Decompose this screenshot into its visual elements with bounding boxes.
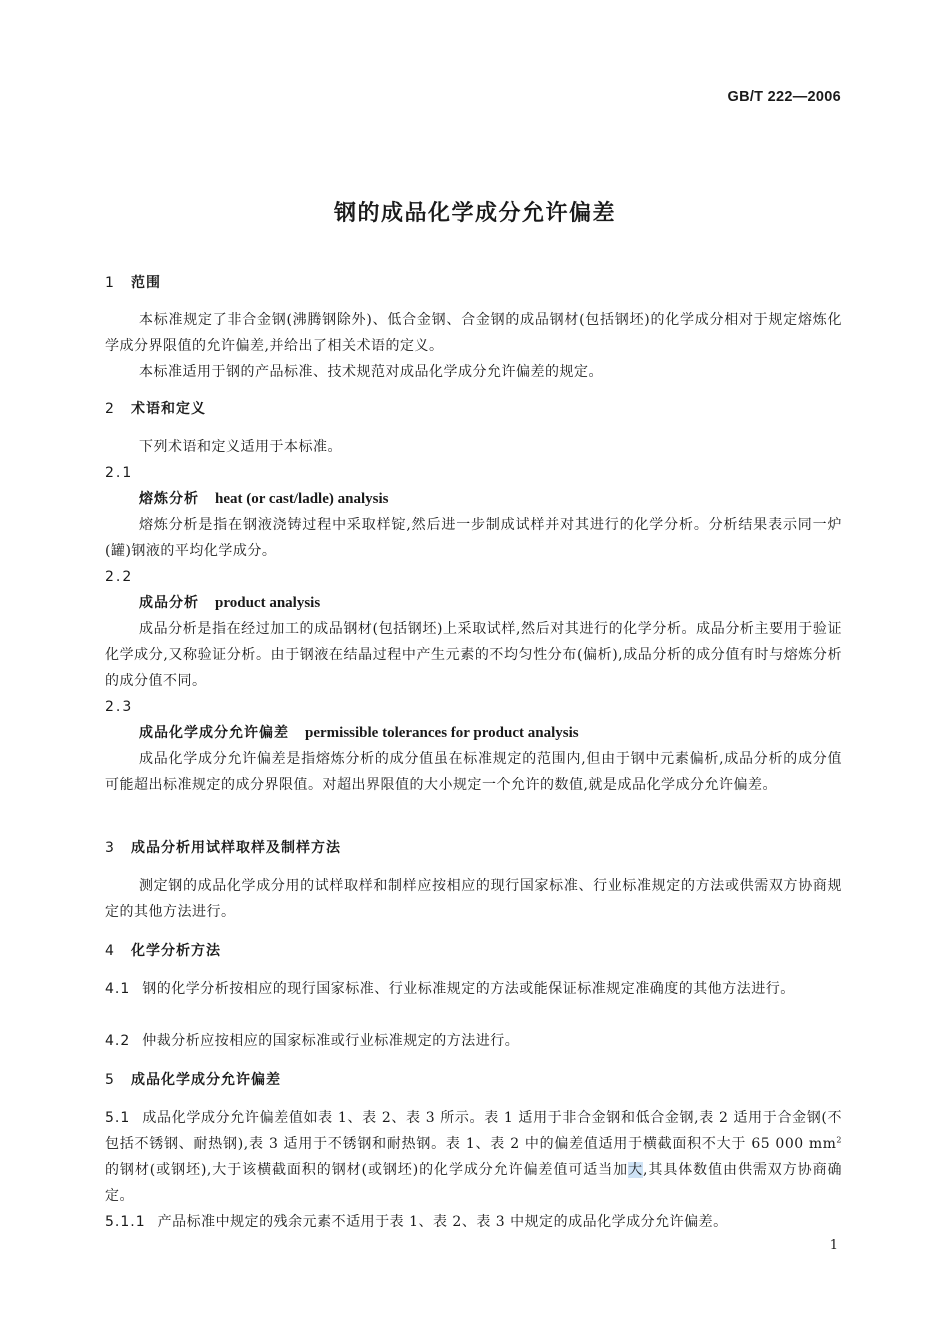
clause-number: 5.1.1 — [105, 1214, 146, 1230]
page-number: 1 — [829, 1238, 838, 1253]
term-english: heat (or cast/ladle) analysis — [215, 491, 389, 507]
section-title: 范围 — [131, 275, 161, 291]
section-number: 1 — [105, 275, 115, 291]
term-chinese: 成品分析 — [139, 595, 199, 611]
section-number: 2 — [105, 401, 115, 417]
term-2-3-definition: 成品化学成分允许偏差是指熔炼分析的成分值虽在标准规定的范围内,但由于钢中元素偏析,成品分析的成分值可能超出标准规定的成分界限值。对超出界限值的大小规定一个允许的数值,就是成品化学成分允许偏差。 — [105, 751, 842, 793]
section-number: 4 — [105, 943, 115, 959]
clause-2-2-number: 2.2 — [105, 569, 134, 585]
section-number: 3 — [105, 840, 115, 856]
term-2-3 — [105, 720, 876, 746]
superscript: 2 — [836, 1135, 842, 1145]
section-1-heading — [105, 270, 842, 296]
clause-5-1-1 — [105, 1209, 842, 1235]
term-chinese: 熔炼分析 — [139, 491, 199, 507]
section-2-heading — [105, 396, 842, 422]
term-2-2-definition: 成品分析是指在经过加工的成品钢材(包括钢坯)上采取试样,然后对其进行的化学分析。成品分析主要用于验证化学成分,又称验证分析。由于钢液在结晶过程中产生元素的不均匀性分布(偏析),成品分析的成分值有时与熔炼分析的成分值不同。 — [105, 621, 842, 689]
clause-text: 仲裁分析应按相应的国家标准或行业标准规定的方法进行。 — [142, 1033, 520, 1049]
section-3-heading — [105, 835, 842, 861]
standard-code: GB/T 222—2006 — [727, 89, 841, 105]
document-title: 钢的成品化学成分允许偏差 — [333, 201, 616, 226]
clause-text: 钢的化学分析按相应的现行国家标准、行业标准规定的方法或能保证标准规定准确度的其他方法进行。 — [142, 981, 795, 997]
term-2-2 — [105, 590, 876, 616]
highlighted-text: 大 — [628, 1162, 644, 1178]
term-english: permissible tolerances for product analysis — [305, 725, 579, 741]
clause-2-1-number: 2.1 — [105, 465, 134, 481]
clause-5-1 — [105, 1105, 842, 1209]
section-title: 成品化学成分允许偏差 — [131, 1072, 281, 1088]
section-title: 成品分析用试样取样及制样方法 — [131, 840, 341, 856]
term-chinese: 成品化学成分允许偏差 — [139, 725, 289, 741]
section-1-paragraph-1: 本标准规定了非合金钢(沸腾钢除外)、低合金钢、合金钢的成品钢材(包括钢坯)的化学成分相对于规定熔炼化学成分界限值的允许偏差,并给出了相关术语的定义。 — [105, 312, 842, 354]
clause-text: ,其具体数值由供需双方协商确定。 — [105, 1162, 843, 1204]
section-4-heading — [105, 938, 842, 964]
section-2-paragraph: 下列术语和定义适用于本标准。 — [139, 439, 342, 455]
section-5-heading — [105, 1067, 842, 1093]
section-number: 5 — [105, 1072, 115, 1088]
clause-number: 5.1 — [105, 1110, 131, 1126]
section-title: 术语和定义 — [131, 401, 206, 417]
term-2-1-definition: 熔炼分析是指在钢液浇铸过程中采取样锭,然后进一步制成试样并对其进行的化学分析。分析结果表示同一炉(罐)钢液的平均化学成分。 — [105, 517, 842, 559]
term-2-1 — [105, 486, 876, 512]
clause-4-2 — [105, 1028, 842, 1054]
clause-number: 4.1 — [105, 981, 131, 997]
section-title: 化学分析方法 — [131, 943, 221, 959]
clause-text: 产品标准中规定的残余元素不适用于表 1、表 2、表 3 中规定的成品化学成分允许偏差。 — [157, 1214, 728, 1230]
clause-2-3-number: 2.3 — [105, 699, 134, 715]
clause-text: 的钢材(或钢坯),大于该横截面积的钢材(或钢坯)的化学成分允许偏差值可适当加 — [105, 1162, 629, 1178]
clause-4-1 — [105, 976, 842, 1002]
term-english: product analysis — [215, 595, 321, 611]
section-3-paragraph: 测定钢的成品化学成分用的试样取样和制样应按相应的现行国家标准、行业标准规定的方法或供需双方协商规定的其他方法进行。 — [105, 878, 842, 920]
section-1-paragraph-2: 本标准适用于钢的产品标准、技术规范对成品化学成分允许偏差的规定。 — [139, 364, 603, 380]
clause-text: 成品化学成分允许偏差值如表 1、表 2、表 3 所示。表 1 适用于非合金钢和低合金钢,表 2 适用于合金钢(不包括不锈钢、耐热钢),表 3 适用于不锈钢和耐热钢。表 1、表 2 中的偏差值适用于横截面积不大于 65 000 mm — [105, 1110, 842, 1152]
clause-number: 4.2 — [105, 1033, 131, 1049]
